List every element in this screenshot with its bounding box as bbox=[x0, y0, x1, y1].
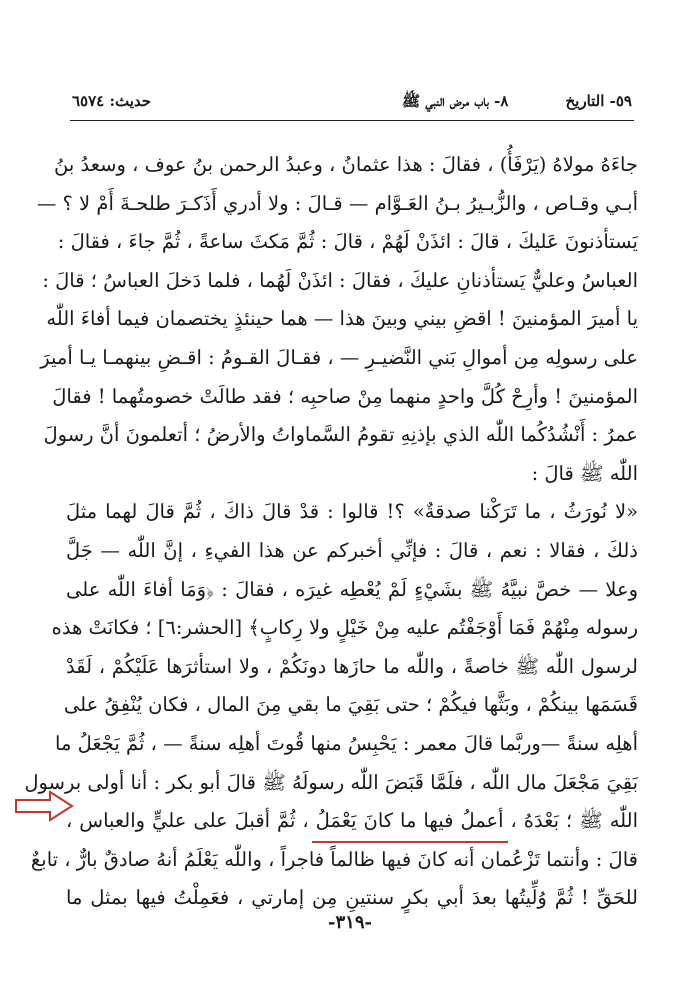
text-line-15: قَسَمَها بينكُمْ ، وبَثَّها فيكُمْ ؛ حتى بَقِيَ ما بقي مِنَ المال ، فكان يُنْفِقُ على bbox=[63, 693, 638, 717]
page-header bbox=[72, 92, 632, 114]
text-line-9: اللّٰه ﷺ قالَ : bbox=[531, 461, 638, 485]
text-line-16: أهلِه سنةً —وربَّما قالَ معمر : يَحْبِسُ منها قُوتَ أهلِه سنةً — ، ثُمَّ يَجْعَلُ ما bbox=[55, 731, 638, 755]
hadith-number: حديث: ٦٥٧٤ bbox=[72, 92, 152, 110]
text-line-4: العباسُ وعليٌّ يَستأذنانِ عليكَ ، فقالَ : ائذَنْ لَهُما ، فلما دَخلَ العباسُ ؛ قالَ : bbox=[42, 268, 638, 292]
header-rule bbox=[70, 120, 634, 121]
chapter-title: ٨- باب مرض النبي ﷺ bbox=[402, 92, 509, 110]
section-title: ٥٩- التاريخ bbox=[565, 92, 632, 110]
text-line-10: «لا نُورَثُ ، ما تَرَكْنا صدقةٌ» ؟! قالوا : قدْ قالَ ذاكَ ، ثُمَّ قالَ لهما مثلَ bbox=[66, 500, 638, 524]
text-line-5: يا أميرَ المؤمنينَ ! اقضِ بيني وبينَ هذا — هما حينئذٍ يختصمان فيما أفاءَ اللّٰه bbox=[46, 307, 638, 331]
red-underline-annotation bbox=[312, 841, 508, 843]
page-body bbox=[24, 146, 638, 918]
text-line-13: رسوله مِنْهُمْ فَمَا أَوْجَفْتُم عليه مِنْ خَيْلٍ ولا رِكابٍ﴾ [الحشر:٦] ؛ فكانَتْ هذه bbox=[51, 616, 638, 640]
text-line-17: بَقِيَ مَجْعَلَ مال اللّٰه ، فلَمَّا قَبَضَ اللّٰه رسولَهُ ﷺ قالَ أبو بكر : أنا أولى برسول bbox=[24, 770, 638, 794]
text-line-8: عمرُ : أَنْشُدُكُما اللّٰه الذي بإذنِهِ تقومُ السَّماواتُ والأرضُ ؛ أتعلمونَ أنَّ رسولَ bbox=[43, 423, 638, 447]
text-line-7: المؤمنينَ ! وأرِحْ كُلَّ واحدٍ منهما مِنْ صاحبِه ؛ فقد طالَتْ خصومتُهما ! فقالَ bbox=[52, 384, 638, 408]
text-line-1: جاءَهُ مولاهُ (يَرْفَأُ) ، فقالَ : هذا عثمانُ ، وعبدُ الرحمن بنُ عوف ، وسعدُ بنُ bbox=[54, 153, 638, 176]
text-line-18: اللّٰه ﷺ ؛ بَعْدَهُ ، أعملُ فيها ما كانَ يَعْمَلُ ، ثُمَّ أقبلَ على عليٍّ والعباس ، bbox=[66, 809, 638, 833]
text-line-6: على رسولِه مِن أموالِ بَني النَّضيـرِ — ، فقـالَ القـومُ : اقـضِ بينهمـا يـا أميرَ bbox=[40, 345, 638, 369]
text-line-20: للحَقِّ ! ثُمَّ وُلِّيتُها بعدَ أبي بكرٍ سنتينِ مِن إمارتي ، فعَمِلْتُ فيها بمثل ما bbox=[66, 886, 638, 910]
text-line-2: أبـي وقـاص ، والزُّبـيرُ بـنُ العَـوَّام — قـالَ : ولا أدري أَذَكـرَ طلحـةَ أَمْ لا ؟ — bbox=[36, 191, 638, 215]
text-line-19: قالَ : وأنتما تَزْعُمان أنه كانَ فيها ظالماً فاجراً ، واللّٰه يَعْلَمُ أنهُ صادقٌ بارٌّ ، تابعٌ bbox=[30, 847, 638, 871]
text-line-3: يَستأذنونَ عَليكَ ، قالَ : ائذَنْ لَهُمْ ، قالَ : ثُمَّ مَكثَ ساعةً ، ثُمَّ جاءَ ، فقالَ : bbox=[57, 230, 638, 254]
text-line-12: وعلا — خصَّ نبيَّهُ ﷺ بشَيْءٍ لَمْ يُعْطِه غيرَه ، فقالَ : ﴿وَمَا أفاءَ اللّٰه على bbox=[66, 577, 638, 601]
text-line-14: لرسول اللّٰه ﷺ خاصةً ، واللّٰه ما حازَها دونَكُمْ ، ولا استأثرَها عَلَيْكُمْ ، لَقَدْ bbox=[66, 654, 638, 678]
arrow-right-icon bbox=[14, 790, 74, 822]
page-number: -٣١٩- bbox=[328, 912, 372, 933]
text-line-11: ذلكَ ، فقالا : نعم ، قالَ : فإنِّي أخبركم عن هذا الفيءِ ، إنَّ اللّٰه — جَلَّ bbox=[66, 538, 638, 562]
